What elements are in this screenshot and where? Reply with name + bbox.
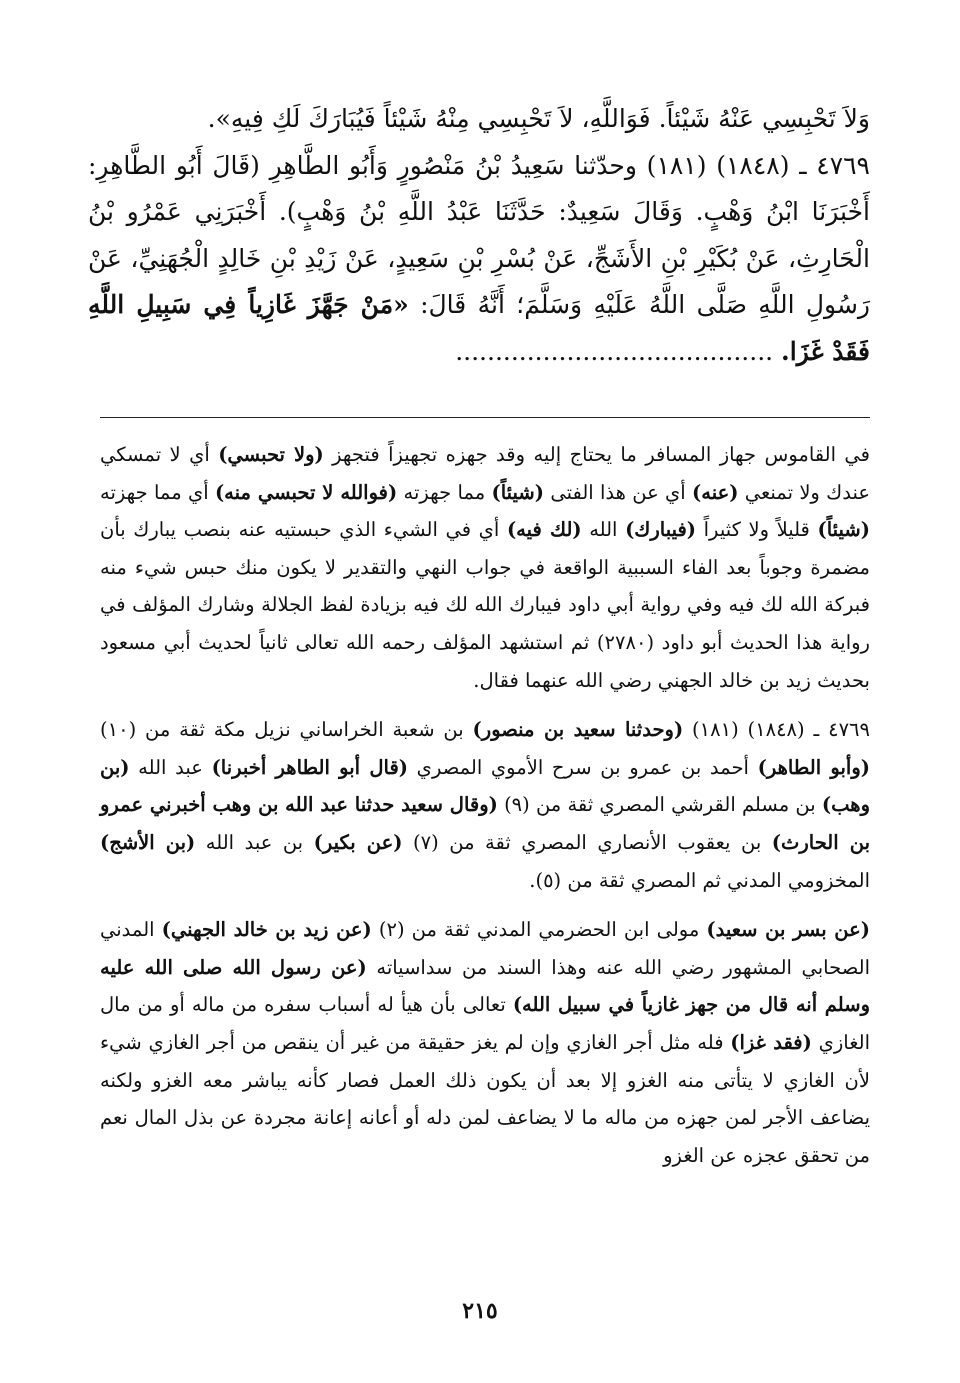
commentary-quoted-term: (قال أبو الطاهر أخبرنا) bbox=[211, 755, 408, 779]
hadith-continuation-dots: ........................................ bbox=[455, 336, 774, 366]
commentary-quoted-term: (عن بسر بن سعيد) bbox=[706, 918, 870, 942]
commentary-quoted-term: (عن بكير) bbox=[313, 830, 403, 854]
commentary-text: أي مما جهزته bbox=[100, 480, 215, 504]
commentary-quoted-term: (وأبو الطاهر) bbox=[757, 755, 870, 779]
hadith-text-block bbox=[88, 96, 870, 375]
hadith-matn-bold: «مَنْ جَهَّزَ غَازِياً فِي سَبِيلِ اللَّهِ فَقَدْ غَزَا. bbox=[88, 290, 870, 366]
commentary-text: المدني الصحابي المشهور رضي الله عنه وهذا السند من سداسياته bbox=[100, 918, 870, 979]
commentary-block bbox=[100, 436, 870, 1174]
commentary-paragraph-1 bbox=[100, 436, 870, 699]
hadith-number: ٤٧٦٩ ـ (١٨٤٨) (١٨١) bbox=[646, 150, 870, 180]
commentary-text: أي عن هذا الفتى bbox=[544, 480, 693, 504]
page-number: ٢١٥ bbox=[462, 1298, 498, 1324]
commentary-text: تعالى بأن هيأ له أسباب سفره من ماله أو من مال الغازي bbox=[100, 993, 870, 1054]
commentary-text: أحمد بن عمرو بن سرح الأموي المصري bbox=[408, 755, 758, 779]
commentary-quoted-term: (ولا تحبسي) bbox=[218, 443, 324, 466]
commentary-quoted-term: (لك فيه) bbox=[506, 518, 582, 542]
footnote-divider bbox=[100, 417, 870, 418]
commentary-text: الله bbox=[581, 518, 626, 542]
hadith-4769 bbox=[88, 143, 870, 376]
commentary-quoted-term: (فيبارك) bbox=[625, 518, 697, 542]
commentary-text: مما جهزته bbox=[397, 480, 492, 504]
commentary-text: في القاموس جهاز المسافر ما يحتاج إليه وقد جهزه تجهيزاً فتجهز bbox=[323, 443, 871, 466]
commentary-quoted-term: (بن الأشج) bbox=[100, 830, 196, 854]
commentary-quoted-term: (فقد غزا) bbox=[730, 1030, 812, 1054]
commentary-quoted-term: (عن زيد بن خالد الجهني) bbox=[161, 918, 372, 942]
commentary-paragraph-3 bbox=[100, 911, 870, 1174]
commentary-quoted-term: (شيئاً) bbox=[817, 518, 870, 542]
commentary-quoted-term: (عنه) bbox=[692, 480, 739, 504]
commentary-text: بن عبد الله bbox=[195, 830, 314, 854]
commentary-text: المخزومي المدني ثم المصري ثقة من (٥). bbox=[529, 868, 870, 892]
commentary-quoted-term: (عن رسول الله صلى الله عليه وسلم أنه قال من جهز غازياً في سبيل الله) bbox=[100, 955, 870, 1017]
commentary-quoted-term: (فوالله لا تحبسي منه) bbox=[214, 480, 398, 504]
commentary-text: ٤٧٦٩ ـ (١٨٤٨) (١٨١) bbox=[683, 718, 870, 742]
commentary-quoted-term: (بن وهب) bbox=[100, 755, 870, 817]
commentary-text: مولى ابن الحضرمي المدني ثقة من (٢) bbox=[371, 918, 707, 942]
commentary-text: بن شعبة الخراساني نزيل مكة ثقة من (١٠) bbox=[100, 718, 473, 742]
commentary-text: فله مثل أجر الغازي وإن لم يغز حقيقة من غير أن ينقص من أجر الغازي شيء لأن الغازي لا يتأتى منه الغزو إلا بعد أن يكون ذلك العمل فصار كأنه يباشر معه الغزو ولكنه يضاعف الأجر لمن جهزه من ماله ما لا يضاعف لمن دله أو أعانه إعانة مجردة عن بذل المال نعم من تحقق عجزه عن الغزو bbox=[100, 1030, 870, 1167]
commentary-quoted-term: (وقال سعيد حدثنا عبد الله بن وهب أخبرني عمرو بن الحارث) bbox=[100, 793, 871, 854]
commentary-text: بن يعقوب الأنصاري المصري ثقة من (٧) bbox=[402, 830, 772, 854]
commentary-text: عبد الله bbox=[129, 755, 212, 779]
hadith-previous-line: وَلاَ تَحْبِسِي عَنْهُ شَيْئاً. فَوَاللَّهِ، لاَ تَحْبِسِي مِنْهُ شَيْئاً فَيُبَارَكَ لَكِ فِيهِ». bbox=[207, 104, 870, 133]
hadith-isnad-text: وحدّثنا سَعِيدُ بْنُ مَنْصُورٍ وَأَبُو الطَّاهِرِ (قَالَ أَبُو الطَّاهِرِ: أَخْبَرَنَا ابْنُ وَهْبٍ. وَقَالَ سَعِيدٌ: حَدَّثَنَا عَبْدُ اللَّهِ بْنُ وَهْبٍ). أَخْبَرَنِي عَمْرُو بْنُ الْحَارِثِ، عَنْ بُكَيْرِ بْنِ الأَشَجِّ، عَنْ بُسْرِ بْنِ سَعِيدٍ، عَنْ زَيْدِ بْنِ خَالِدٍ الْجُهَنِيِّ، عَنْ رَسُولِ اللَّهِ صَلَّى اللَّهُ عَلَيْهِ وَسَلَّمَ؛ أَنَّهُ قَالَ: bbox=[88, 150, 870, 319]
commentary-text: قليلاً ولا كثيراً bbox=[696, 518, 818, 542]
commentary-quoted-term: (وحدثنا سعيد بن منصور) bbox=[472, 718, 684, 742]
commentary-text: أي في الشيء الذي حبستيه عنه بنصب يبارك بأن مضمرة وجوباً بعد الفاء السببية الواقعة في جواب النهي والتقدير لا يكون منك حبس شيء منه فبركة الله لك فيه وفي رواية أبي داود فيبارك الله لك فيه بزيادة لفظ الجلالة وشارك المؤلف في رواية هذا الحديث أبو داود (٢٧٨٠) ثم استشهد المؤلف رحمه الله تعالى ثانياً لحديث أبي مسعود بحديث زيد بن خالد الجهني رضي الله عنهما فقال. bbox=[100, 518, 870, 692]
commentary-text: بن مسلم القرشي المصري ثقة من (٩) bbox=[497, 793, 822, 817]
commentary-quoted-term: (شيئاً) bbox=[491, 480, 545, 504]
commentary-text: أي لا تمسكي عندك ولا تمنعي bbox=[100, 443, 870, 504]
commentary-paragraph-2 bbox=[100, 711, 870, 899]
